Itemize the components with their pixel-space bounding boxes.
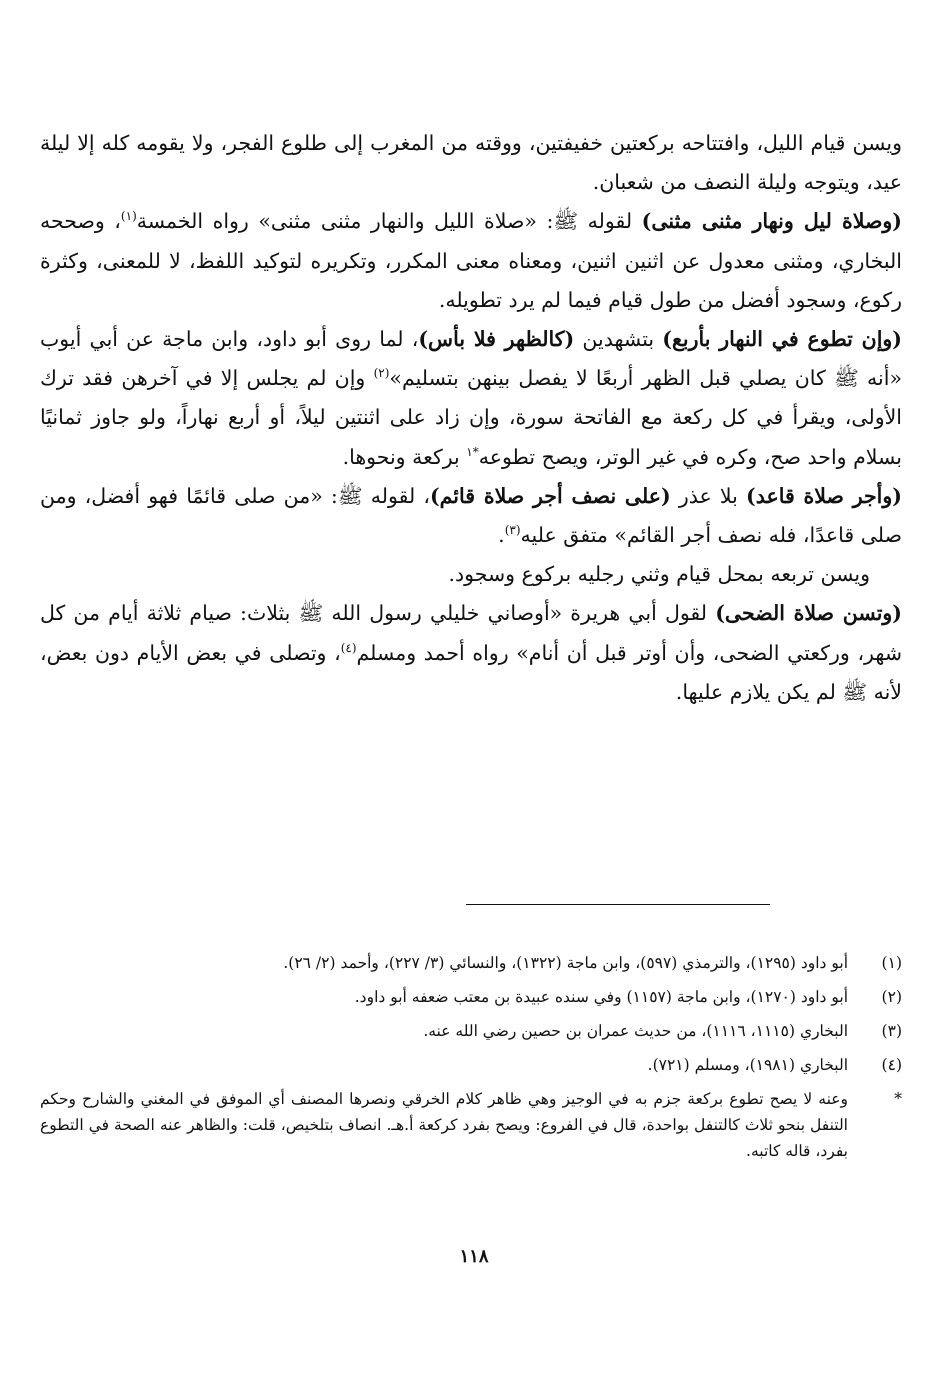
footnote-reference: (٤) — [340, 640, 357, 655]
footnote-text: أبو داود (١٢٩٥)، والترمذي (٥٩٧)، وابن ماجة (١٣٢٢)، والنسائي (٣/ ٢٢٧)، وأحمد (٢/ ٢٦). — [283, 954, 848, 972]
footnote-item — [40, 950, 908, 976]
commentary-text: ، وصححه البخاري، ومثنى معدول عن اثنين اثنين، ومعناه معنى المكرر، وتكريره لتوكيد اللفظ، لا للمعنى، وكثرة ركوع، وسجود أفضل من طول قيام فيما لم يرد تطويله. — [40, 209, 902, 312]
commentary-text: ، وتصلى في بعض الأيام دون بعض، لأنه ﷺ لم يكن يلازم عليها. — [40, 640, 902, 704]
paragraph-p3 — [40, 320, 902, 477]
commentary-text: ويسن تربعه بمحل قيام وثني رجليه بركوع وسجود. — [448, 562, 870, 587]
commentary-text: . — [498, 523, 505, 548]
footnote-number: (٤) — [881, 1056, 902, 1074]
footnote-reference: *١ — [466, 444, 479, 459]
footnote-number: (٣) — [881, 1022, 902, 1040]
footnote-number: * — [894, 1090, 902, 1108]
footnote-text: البخاري (١١١٥، ١١١٦)، من حديث عمران بن حصين رضي الله عنه. — [423, 1022, 848, 1040]
commentary-text: لقوله ﷺ: «صلاة الليل والنهار مثنى مثنى» رواه الخمسة — [136, 209, 642, 234]
footnote-item — [40, 984, 908, 1010]
footnote-reference: (١) — [120, 209, 137, 224]
footnote-item — [40, 1018, 908, 1044]
footnote-number: (١) — [881, 954, 902, 972]
matn-text: (وأجر صلاة قاعد) — [746, 483, 902, 508]
footnote-item — [40, 1086, 908, 1164]
footnote-text: وعنه لا يصح تطوع بركعة جزم به في الوجيز وهي ظاهر كلام الخرقي ونصرها المصنف أي الموفق في المغني والشارح وحكم التنفل بنحو ثلاث كالتنفل بواحدة، قال في الفروع: ويصح بفرد كركعة أ.هـ. انصاف بتلخيص، قلت: والظاهر عنه الصحة في التطوع بفرد، قاله كاتبه. — [40, 1090, 848, 1160]
footnotes-section — [40, 950, 908, 1172]
footnote-separator — [466, 904, 770, 905]
commentary-text: بلا عذر — [670, 483, 747, 508]
footnote-text: البخاري (١٩٨١)، ومسلم (٧٢١). — [647, 1056, 848, 1074]
footnote-reference: (٣) — [504, 523, 521, 538]
commentary-text: ويسن قيام الليل، وافتتاحه بركعتين خفيفتين، ووقته من المغرب إلى طلوع الفجر، ولا يقومه كله إلا ليلة عيد، ويتوجه وليلة النصف من شعبان. — [40, 131, 902, 195]
matn-text: (كالظهر فلا بأس) — [418, 327, 575, 352]
commentary-text: ، لقوله ﷺ: «من صلى قائمًا فهو أفضل، ومن صلى قاعدًا، فله نصف أجر القائم» متفق عليه — [40, 483, 902, 548]
footnote-text: أبو داود (١٢٧٠)، وابن ماجة (١١٥٧) وفي سنده عبيدة بن معتب ضعفه أبو داود. — [354, 988, 848, 1006]
footnote-number: (٢) — [881, 988, 902, 1006]
matn-text: (وتسن صلاة الضحى) — [715, 601, 903, 626]
commentary-text: بركعة ونحوها. — [342, 444, 467, 469]
commentary-text: ، لما روى أبو داود، وابن ماجة عن أبي أيوب «أنه ﷺ كان يصلي قبل الظهر أربعًا لا يفصل بينهن بتسليم» — [40, 327, 902, 391]
matn-text: (على نصف أجر صلاة قائم) — [429, 483, 671, 508]
paragraph-p5 — [40, 555, 902, 594]
footnote-reference: (٢) — [373, 366, 390, 381]
commentary-text: وإن لم يجلس إلا في آخرهن فقد ترك الأولى، ويقرأ في كل ركعة مع الفاتحة سورة، وإن زاد على اثنتين ليلاً، أو أربع نهاراً، ولو جاوز ثمانيًا بسلام واحد صح، وكره في غير الوتر، ويصح تطوعه — [40, 366, 902, 469]
main-text — [40, 124, 902, 712]
matn-text: (وإن تطوع في النهار بأربع) — [662, 327, 902, 352]
commentary-text: بتشهدين — [574, 327, 663, 352]
page-number: ١١٨ — [459, 1246, 489, 1267]
paragraph-p1 — [40, 124, 902, 202]
commentary-text: لقول أبي هريرة «أوصاني خليلي رسول الله ﷺ بثلاث: صيام ثلاثة أيام من كل شهر، وركعتي الضحى، وأن أوتر قبل أن أنام» رواه أحمد ومسلم — [40, 601, 902, 665]
matn-text: (وصلاة ليل ونهار مثنى مثنى) — [641, 209, 902, 234]
paragraph-p2 — [40, 202, 902, 320]
paragraph-p4 — [40, 477, 902, 555]
footnote-item — [40, 1052, 908, 1078]
paragraph-p6 — [40, 594, 902, 712]
